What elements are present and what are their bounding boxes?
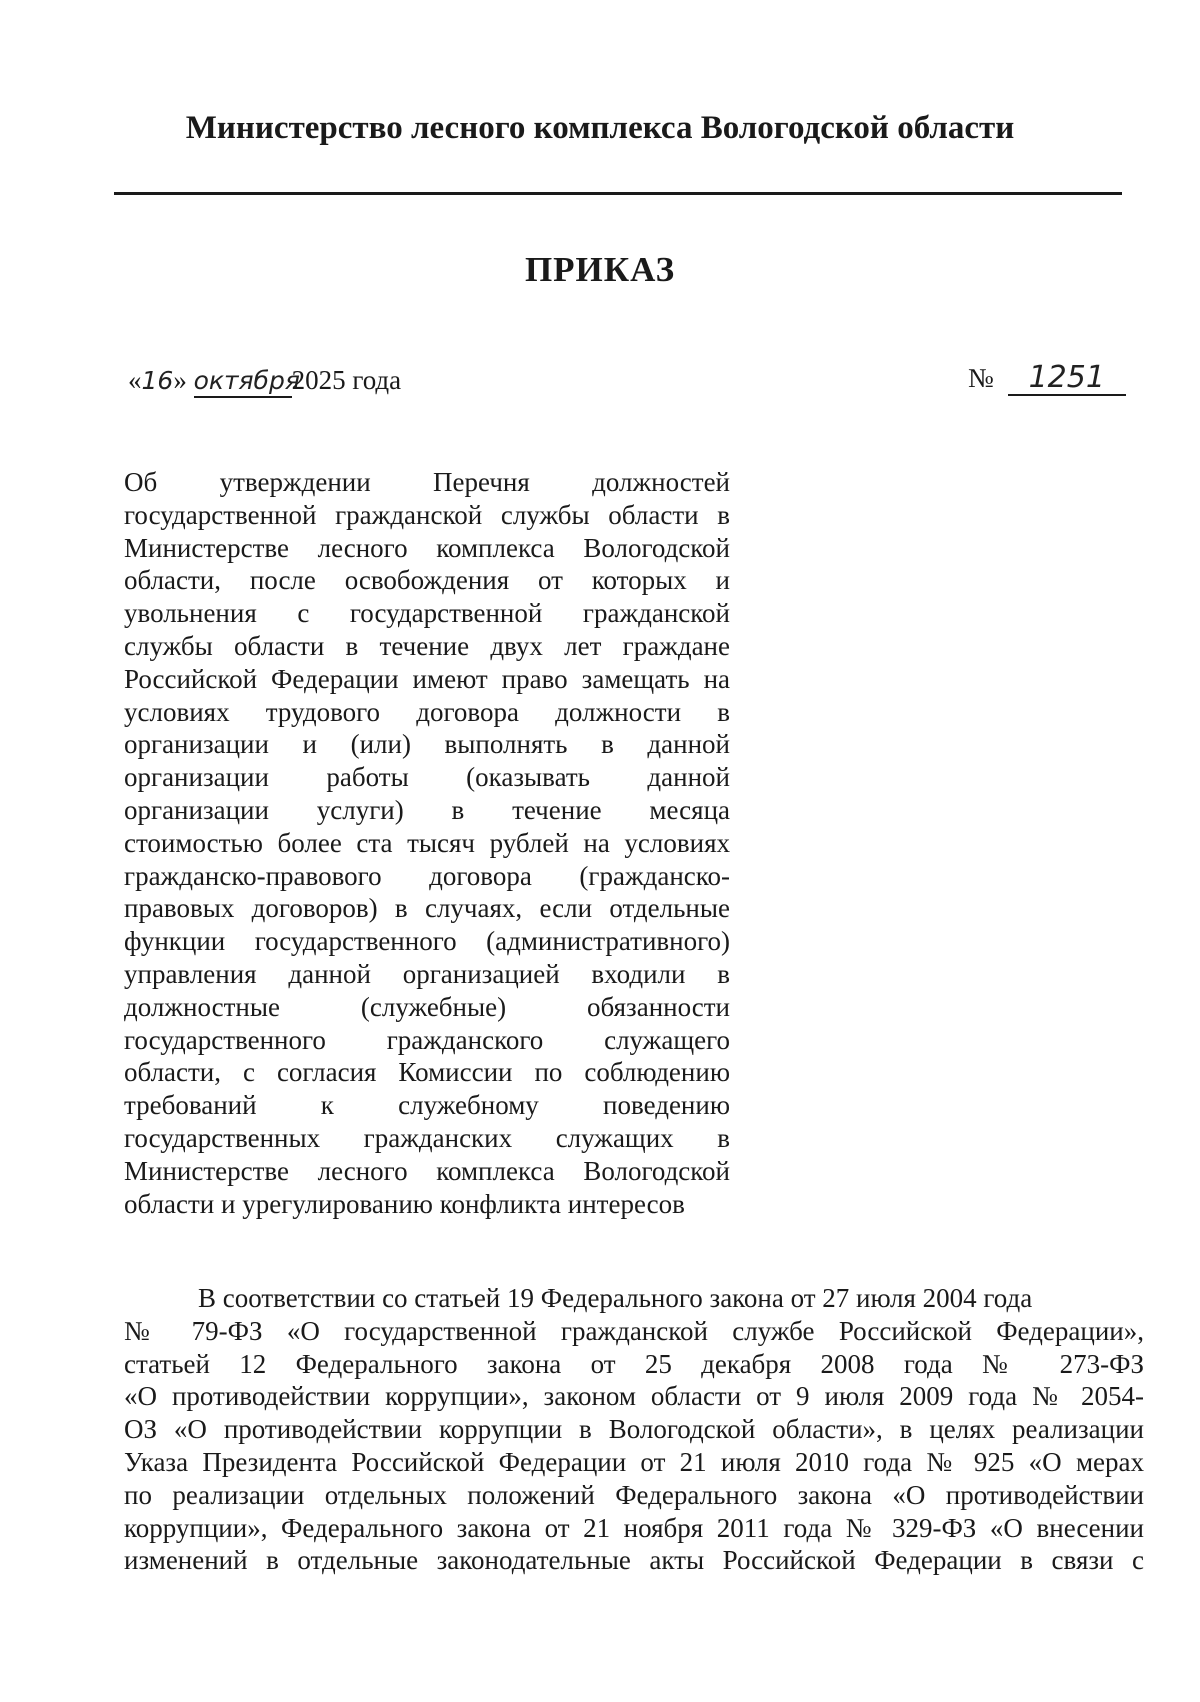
subject-line: организации услуги) в течение месяца bbox=[124, 794, 730, 825]
subject-line: государственных гражданских служащих в bbox=[124, 1122, 730, 1153]
date-close-quote: » bbox=[173, 365, 187, 395]
ministry-name: Министерство лесного комплекса Вологодской области bbox=[185, 110, 1015, 146]
subject-line: должностные (служебные) обязанности bbox=[124, 991, 730, 1022]
subject-line: Российской Федерации имеют право замещать на bbox=[124, 663, 730, 694]
subject-line: Министерстве лесного комплекса Вологодской bbox=[124, 532, 730, 563]
subject-line-last: области и урегулированию конфликта интересов bbox=[124, 1188, 685, 1219]
body-line-first: В соответствии со статьей 19 Федерального закона от 27 июля 2004 года bbox=[198, 1283, 1033, 1313]
subject-line: организации работы (оказывать данной bbox=[124, 762, 730, 793]
subject-line: требований к служебному поведению bbox=[124, 1090, 730, 1121]
subject-line: области, после освобождения от которых и bbox=[124, 565, 730, 596]
body-line: № 79-ФЗ «О государственной гражданской службе Российской Федерации», bbox=[124, 1315, 1144, 1346]
subject-line: государственной гражданской службы области в bbox=[124, 499, 730, 530]
body-line: статьей 12 Федерального закона от 25 декабря 2008 года № 273-ФЗ bbox=[124, 1348, 1144, 1379]
date-day-handwritten: 16 bbox=[141, 366, 174, 395]
order-date bbox=[128, 362, 401, 399]
order-subject bbox=[124, 466, 730, 1220]
body-line: по реализации отдельных положений Федерального закона «О противодействии bbox=[124, 1479, 1144, 1510]
subject-line: правовых договоров) в случаях, если отдельные bbox=[124, 893, 730, 924]
header-divider bbox=[114, 192, 1122, 195]
number-sign: № bbox=[968, 363, 994, 393]
number-value-handwritten: 1251 bbox=[1008, 362, 1126, 396]
subject-line: гражданско-правового договора (гражданско- bbox=[124, 860, 730, 891]
subject-line: Министерстве лесного комплекса Вологодской bbox=[124, 1155, 730, 1186]
subject-line: государственного гражданского служащего bbox=[124, 1024, 730, 1055]
order-number bbox=[968, 360, 1126, 396]
subject-line: увольнения с государственной гражданской bbox=[124, 598, 730, 629]
body-line: коррупции», Федерального закона от 21 ноября 2011 года № 329-ФЗ «О внесении bbox=[124, 1512, 1144, 1543]
subject-line: Об утверждении Перечня должностей bbox=[124, 467, 730, 497]
body-line: изменений в отдельные законодательные акты Российской Федерации в связи с bbox=[124, 1545, 1144, 1576]
date-open-quote: « bbox=[128, 365, 142, 395]
document-title: ПРИКАЗ bbox=[524, 250, 676, 289]
date-month-handwritten: октября bbox=[194, 366, 292, 398]
subject-line: стоимостью более ста тысяч рублей на условиях bbox=[124, 827, 730, 858]
order-preamble bbox=[124, 1282, 1144, 1577]
subject-line: функции государственного (административного) bbox=[124, 926, 730, 957]
date-year: 2025 года bbox=[291, 365, 402, 395]
subject-line: организации и (или) выполнять в данной bbox=[124, 729, 730, 760]
subject-line: области, с согласия Комиссии по соблюдению bbox=[124, 1057, 730, 1088]
subject-line: службы области в течение двух лет граждане bbox=[124, 630, 730, 661]
body-line: «О противодействии коррупции», законом области от 9 июля 2009 года № 2054- bbox=[124, 1381, 1144, 1412]
subject-line: условиях трудового договора должности в bbox=[124, 696, 730, 727]
body-line: Указа Президента Российской Федерации от 21 июля 2010 года № 925 «О мерах bbox=[124, 1446, 1144, 1477]
body-line: ОЗ «О противодействии коррупции в Вологодской области», в целях реализации bbox=[124, 1414, 1144, 1445]
subject-line: управления данной организацией входили в bbox=[124, 958, 730, 989]
